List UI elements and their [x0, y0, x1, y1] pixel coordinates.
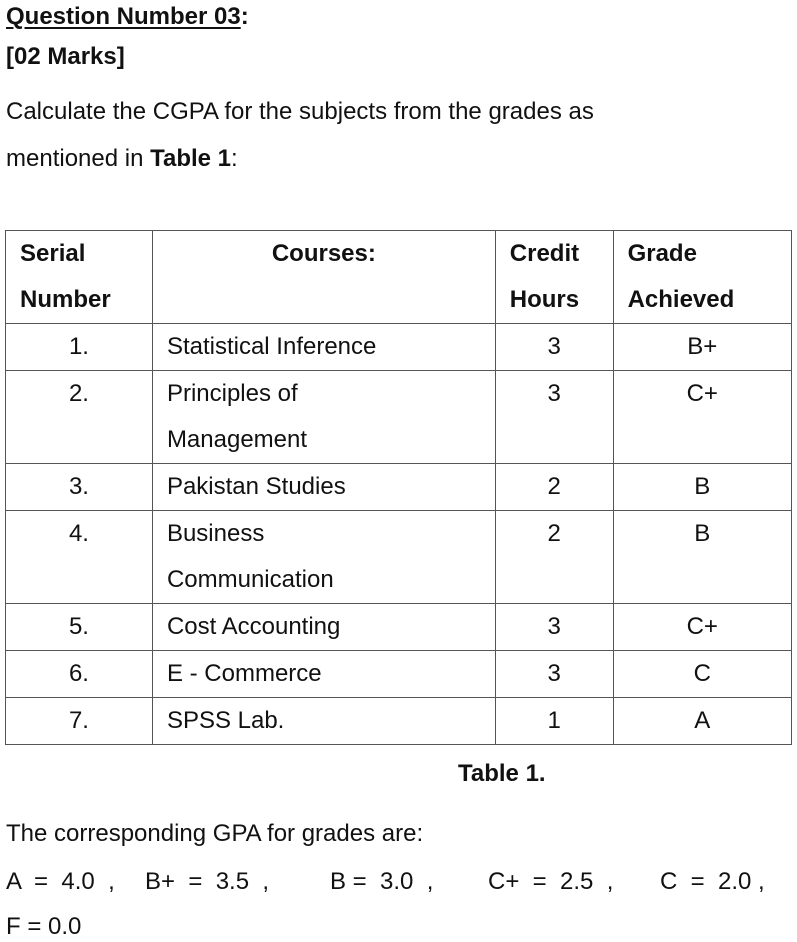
gpa-item-c: C = 2.0 , — [660, 868, 765, 895]
question-number-colon: : — [240, 3, 249, 30]
row-course — [152, 511, 495, 604]
table-row — [6, 511, 792, 604]
header-courses-label: Courses: — [271, 240, 376, 267]
table-row — [6, 604, 792, 651]
row-course — [152, 371, 495, 464]
row-course — [152, 604, 495, 651]
row-grade: C+ — [613, 604, 791, 651]
row-course-line: Statistical Inference — [166, 333, 377, 360]
grades-table — [5, 230, 792, 745]
marks-label: [02 Marks] — [6, 43, 125, 70]
table-row — [6, 464, 792, 511]
row-grade: C — [613, 651, 791, 698]
table-row — [6, 371, 792, 464]
row-course-line: Pakistan Studies — [166, 473, 346, 500]
row-serial: 1. — [6, 324, 153, 371]
instruction-line-2 — [6, 144, 238, 174]
header-serial-line-1: Serial — [20, 240, 86, 267]
header-grade-line-2: Achieved — [627, 286, 735, 313]
instruction-line-2-text: mentioned in — [6, 145, 151, 172]
instruction-line-1: Calculate the CGPA for the subjects from the grades as — [6, 98, 594, 125]
table-caption: Table 1. — [458, 760, 546, 787]
table-row — [6, 651, 792, 698]
instruction-table-ref: Table 1 — [150, 145, 232, 172]
header-grade-line-1: Grade — [627, 240, 697, 267]
row-course-line: Cost Accounting — [166, 613, 341, 640]
header-grade-achieved — [613, 231, 791, 324]
row-course-line: E - Commerce — [166, 660, 322, 687]
gpa-item-a: A = 4.0 , — [6, 868, 115, 895]
header-serial-line-2: Number — [20, 286, 111, 313]
row-credit-hours: 3 — [495, 324, 613, 371]
row-course-line: Management — [166, 426, 308, 453]
header-credit-line-1: Credit — [509, 240, 580, 267]
row-course-line: Communication — [166, 566, 334, 593]
row-grade: B — [613, 511, 791, 604]
gpa-item-f: F = 0.0 — [6, 913, 82, 940]
gpa-intro: The corresponding GPA for grades are: — [6, 820, 424, 847]
question-number: Question Number 03 — [6, 3, 241, 30]
row-grade: B+ — [613, 324, 791, 371]
row-credit-hours: 3 — [495, 604, 613, 651]
header-serial-number — [6, 231, 153, 324]
gpa-item-b: B = 3.0 , — [330, 868, 434, 895]
row-credit-hours: 2 — [495, 464, 613, 511]
row-serial: 2. — [6, 371, 153, 464]
row-serial: 4. — [6, 511, 153, 604]
instruction-line-2-colon: : — [231, 145, 238, 172]
row-credit-hours: 3 — [495, 651, 613, 698]
gpa-item-b-plus: B+ = 3.5 , — [145, 868, 270, 895]
row-course-line: Business — [166, 520, 265, 547]
row-course — [152, 698, 495, 745]
row-serial: 3. — [6, 464, 153, 511]
row-course — [152, 324, 495, 371]
row-grade: C+ — [613, 371, 791, 464]
row-credit-hours: 1 — [495, 698, 613, 745]
header-courses — [152, 231, 495, 324]
row-course — [152, 651, 495, 698]
row-grade: A — [613, 698, 791, 745]
row-credit-hours: 3 — [495, 371, 613, 464]
table-row — [6, 324, 792, 371]
table-row — [6, 698, 792, 745]
row-credit-hours: 2 — [495, 511, 613, 604]
row-course-line: SPSS Lab. — [166, 707, 285, 734]
row-course-line: Principles of — [166, 380, 298, 407]
row-course — [152, 464, 495, 511]
row-serial: 6. — [6, 651, 153, 698]
question-heading — [6, 2, 249, 32]
gpa-item-c-plus: C+ = 2.5 , — [488, 868, 614, 895]
header-credit-line-2: Hours — [509, 286, 580, 313]
table-header-row — [6, 231, 792, 324]
header-credit-hours — [495, 231, 613, 324]
row-serial: 5. — [6, 604, 153, 651]
row-serial: 7. — [6, 698, 153, 745]
row-grade: B — [613, 464, 791, 511]
